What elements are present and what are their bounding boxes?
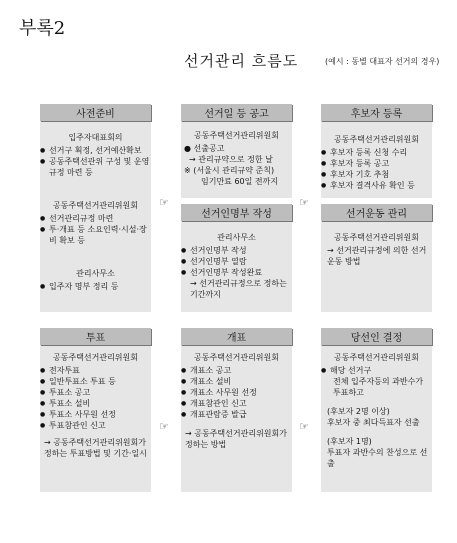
winner-condition-text: 전체 입주자등의 과반수가 투표하고 <box>333 377 424 397</box>
appendix-label: 부록2 <box>19 18 66 39</box>
pointing-hand-icon: ☞ <box>159 420 169 433</box>
section-preparation-1 <box>40 132 151 178</box>
list-item: ● 입주자 명부 정리 등 <box>40 281 151 292</box>
header-campaign-management: 선거운동 관리 <box>321 204 432 221</box>
section-title: 공동주택선거관리위원회 <box>333 135 419 144</box>
section-title: 관리사무소 <box>76 269 115 278</box>
notice-line-1: ● 선출공고 <box>184 144 225 153</box>
section-preparation-3 <box>40 268 151 292</box>
list-item: ● 투표참관인 신고 <box>40 420 151 431</box>
list-item: ● 투표소 설비 <box>40 398 151 409</box>
counting-arrow-text: → 공동주택선거관리위원회가 정하는 방법 <box>185 429 287 449</box>
section-title: 공동주택선거관리위원회 <box>52 201 138 210</box>
pointing-hand-icon: ☞ <box>159 196 169 209</box>
header-counting: 개표 <box>181 328 292 345</box>
winner-case-1-text: 후보자 중 최다득표자 선출 <box>327 418 420 427</box>
section-campaign-management <box>321 232 432 267</box>
list-item: ● 선거구 획정, 선거예산확보 <box>40 145 151 156</box>
winner-case-1-label: (후보자 2명 이상) <box>327 407 390 416</box>
section-candidate-registration <box>321 134 432 191</box>
header-preparation: 사전준비 <box>40 104 151 121</box>
header-candidate-registration: 후보자 등록 <box>321 104 432 121</box>
list-item: ● 투표소 공고 <box>40 387 151 398</box>
list-item: ● 선거인명부 열람 <box>181 256 292 267</box>
section-election-notice <box>181 130 292 187</box>
list-item: ● 후보자 등록 신청 수리 <box>321 147 432 158</box>
section-preparation-2 <box>40 200 151 246</box>
page-title: 선거관리 흐름도 <box>184 52 299 70</box>
list-item: ● 개표소 사무원 선정 <box>181 387 292 398</box>
notice-line-3: ※ (서울시 관리규약 준칙) <box>184 166 275 175</box>
list-item: ● 해당 선거구 <box>321 365 432 376</box>
list-item: ● 선거인명부 작성 <box>181 245 292 256</box>
header-election-notice: 선거일 등 공고 <box>181 104 292 121</box>
header-voter-roll: 선거인명부 작성 <box>181 204 292 221</box>
section-title: 공동주택선거관리위원회 <box>333 233 419 242</box>
section-title: 관리사무소 <box>217 233 256 242</box>
list-item: ● 개표소 공고 <box>181 365 292 376</box>
section-voter-roll <box>181 232 292 300</box>
list-item: ● 후보자 등록 공고 <box>321 158 432 169</box>
list-item: ● 후보자 결격사유 확인 등 <box>321 180 432 191</box>
voting-arrow-text: → 공동주택선거관리위원회가 정하는 투표방법 및 기간·일시 <box>44 438 147 458</box>
list-item: ● 개표소 설비 <box>181 376 292 387</box>
notice-line-4: 임기만료 60일 전까지 <box>201 177 279 186</box>
list-item: ● 전자투표 <box>40 365 151 376</box>
section-title: 공동주택선거관리위원회 <box>193 131 279 140</box>
list-item: ● 일반투표소 투표 등 <box>40 376 151 387</box>
section-voting <box>40 352 151 459</box>
pointing-hand-icon: ☞ <box>299 420 309 433</box>
section-title: 공동주택선거관리위원회 <box>52 353 138 362</box>
winner-case-2-text: 투표자 과반수의 찬성으로 선출 <box>327 448 428 468</box>
section-winner-decision <box>321 352 432 469</box>
notice-line-2: → 관리규약으로 정한 날 <box>189 155 273 164</box>
list-item: ● 선거관리규정 마련 <box>40 213 151 224</box>
list-item: ● 개표참관인 신고 <box>181 398 292 409</box>
list-item: ● 공동주택선관위 구성 및 운영규정 마련 등 <box>40 156 151 178</box>
section-counting <box>181 352 292 450</box>
header-voting: 투표 <box>40 328 151 345</box>
page-subtitle: (예시 : 동별 대표자 선거의 경우) <box>325 57 440 66</box>
list-item-arrow: → 선거관리규정으로 정하는 기간까지 <box>190 279 287 299</box>
header-winner-decision: 당선인 결정 <box>321 328 432 345</box>
section-title: 입주자대표회의 <box>68 133 123 142</box>
list-item: ● 선거인명부 작성완료 <box>181 267 292 278</box>
pointing-hand-icon: ☞ <box>299 196 309 209</box>
list-item: ● 투·개표 등 소요인력·시설·장비 확보 등 <box>40 224 151 246</box>
winner-case-2-label: (후보자 1명) <box>327 437 372 446</box>
section-title: 공동주택선거관리위원회 <box>333 353 419 362</box>
section-title: 공동주택선거관리위원회 <box>193 353 279 362</box>
list-item: ● 개표관람증 발급 <box>181 409 292 420</box>
list-item: ● 투표소 사무원 선정 <box>40 409 151 420</box>
list-item: ● 후보자 기호 추첨 <box>321 169 432 180</box>
campaign-arrow-text: → 선거관리규정에 의한 선거운동 방법 <box>327 246 427 266</box>
